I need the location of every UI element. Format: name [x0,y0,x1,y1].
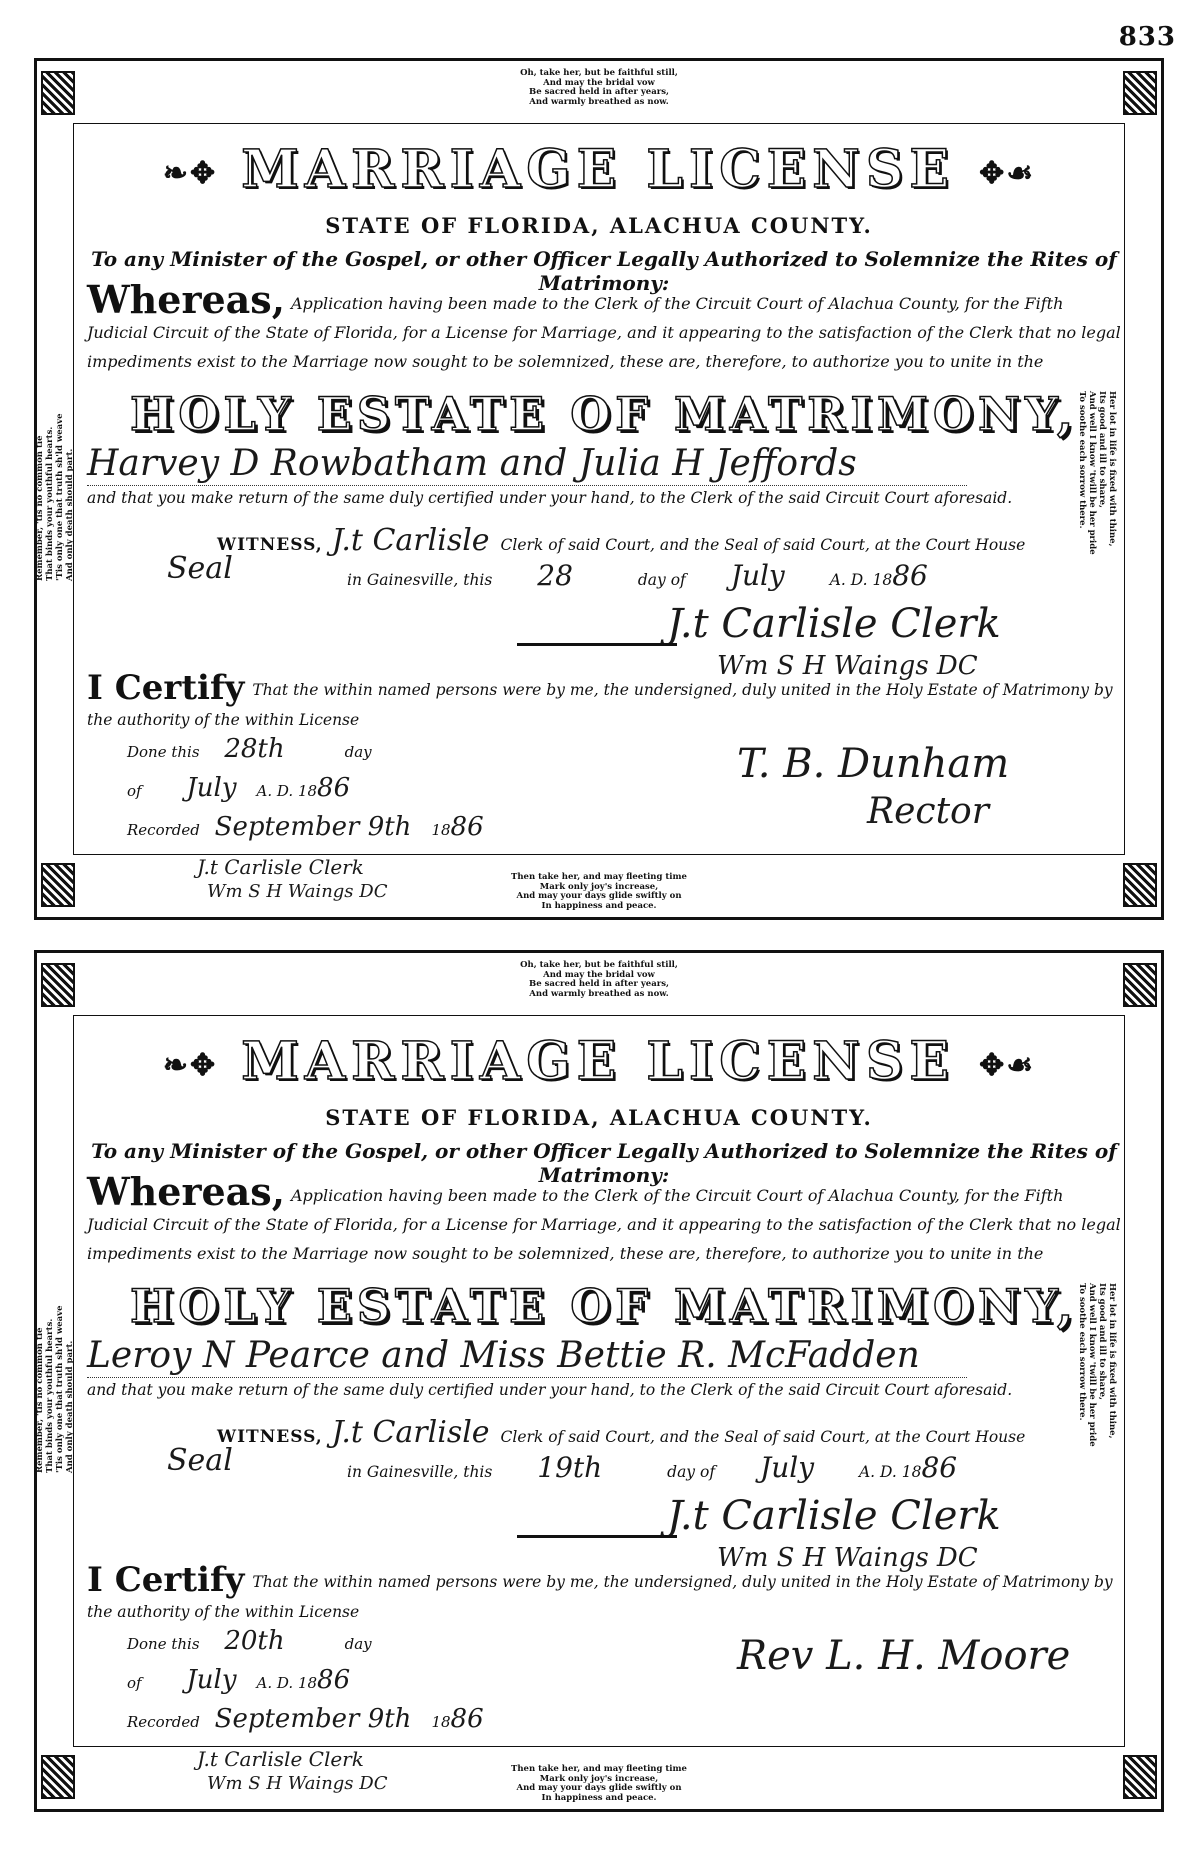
deputy-signature: Wm S H Waings DC [717,1543,978,1573]
verse-top: Oh, take her, but be faithful still, And may the bridal vow Be sacred held in after years, And warmly breathed as now. [520,960,678,999]
couple-names: Harvey D Rowbatham and Julia H Jeffords [87,443,967,486]
clerk-signature: J.t Carlisle Clerk [667,601,1001,647]
witness-line: WITNESS, J.t Carlisle Clerk of said Court, and the Seal of said Court, at the Court House [217,523,1026,558]
verse-top: Oh, take her, but be faithful still, And may the bridal vow Be sacred held in after years, And warmly breathed as now. [520,68,678,107]
return-text: and that you make return of the same duly certified under your hand, to the Clerk of the said Circuit Court aforesaid. [87,489,1013,507]
side-verse-right: Her lot in life is fixed with thine, Its good and ill to share, And well I know 'twill be her pride To soothe each sorrow there. [1077,1283,1118,1447]
recorded-signature: J.t Carlisle Clerk [197,855,364,879]
witness-line: WITNESS, J.t Carlisle Clerk of said Court, and the Seal of said Court, at the Court House [217,1415,1026,1450]
couple-names: Leroy N Pearce and Miss Bettie R. McFadden [87,1335,967,1378]
county-heading: STATE OF FLORIDA, ALACHUA COUNTY. [325,1105,873,1130]
done-block: Done this 20th day of July A. D. 1886 Recorded September 9th 1886 [127,1626,484,1734]
whereas-paragraph: Whereas, Application having been made to the Clerk of the Circuit Court of Alachua County, for the Fifth Judicial Circuit of the State of Florida, for a License for Marriage, and it appearing to the satisfaction of the Clerk that no legal impediments exist to the Marriage now sought to be solemnized, these are, therefore, to authorize you to unite in the [87,277,1121,371]
license-title: ❧✥ MARRIAGE LICENSE ✥☙ [162,1031,1036,1092]
address-line: To any Minister of the Gospel, or other Officer Legally Authorized to Solemnize the Rites of Matrimony: [91,1139,1117,1187]
deputy-signature: Wm S H Waings DC [717,651,978,681]
license-month: July [730,559,785,592]
flourish-icon: ✥☙ [979,1048,1036,1083]
whereas-paragraph: Whereas, Application having been made to the Clerk of the Circuit Court of Alachua County, for the Fifth Judicial Circuit of the State of Florida, for a License for Marriage, and it appearing to the satisfaction of the Clerk that no legal impediments exist to the Marriage now sought to be solemnized, these are, therefore, to authorize you to unite in the [87,1169,1121,1263]
license-month: July [760,1451,815,1484]
certify-paragraph: I Certify That the within named persons were by me, the undersigned, duly united in the Holy Estate of Matrimony by the authority of the within License [87,668,1113,729]
verse-bottom: Then take her, and may fleeting time Mark only joy's increase, And may your days glide swiftly on In happiness and peace. [511,872,687,911]
side-verse-left: Remember, 'tis no common tie That binds your youthful hearts. 'Tis only one that truth sh'ld weave And only death should part. [35,413,75,581]
return-text: and that you make return of the same duly certified under your hand, to the Clerk of the said Circuit Court aforesaid. [87,1381,1013,1399]
minister-signature: Rev L. H. Moore [737,1633,1071,1679]
marriage-license-1 [34,58,1164,920]
witness-signature: J.t Carlisle [331,1415,490,1450]
address-line: To any Minister of the Gospel, or other Officer Legally Authorized to Solemnize the Rites of Matrimony: [91,247,1117,295]
clerk-signature: J.t Carlisle Clerk [667,1493,1001,1539]
done-block: Done this 28th day of July A. D. 1886 Recorded September 9th 1886 [127,734,484,842]
recorded-signature: J.t Carlisle Clerk [197,1747,364,1771]
marriage-license-2 [34,950,1164,1812]
certify-paragraph: I Certify That the within named persons were by me, the undersigned, duly united in the Holy Estate of Matrimony by the authority of the within License [87,1560,1113,1621]
minister-title: Rector [867,791,989,832]
holy-estate-heading: HOLY ESTATE OF MATRIMONY, [129,387,1079,441]
license-day: 19th [537,1451,603,1484]
holy-estate-heading: HOLY ESTATE OF MATRIMONY, [129,1279,1079,1333]
divider [517,643,677,646]
side-verse-left: Remember, 'tis no common tie That binds your youthful hearts. 'Tis only one that truth sh'ld weave And only death should part. [35,1305,75,1473]
date-line: in Gainesville, this 19th day of July A. D. 1886 [347,1451,958,1484]
seal-mark: Seal [167,551,233,586]
flourish-icon: ❧✥ [162,156,218,191]
minister-signature: T. B. Dunham [737,741,1010,787]
side-verse-right: Her lot in life is fixed with thine, Its good and ill to share, And well I know 'twill be her pride To soothe each sorrow there. [1077,391,1118,555]
date-line: in Gainesville, this 28 day of July A. D. 1886 [347,559,928,592]
license-title: ❧✥ MARRIAGE LICENSE ✥☙ [162,139,1036,200]
witness-signature: J.t Carlisle [331,523,490,558]
divider [517,1535,677,1538]
verse-bottom: Then take her, and may fleeting time Mark only joy's increase, And may your days glide swiftly on In happiness and peace. [511,1764,687,1803]
county-heading: STATE OF FLORIDA, ALACHUA COUNTY. [325,213,873,238]
seal-mark: Seal [167,1443,233,1478]
recorded-deputy-signature: Wm S H Waings DC [207,881,388,902]
flourish-icon: ❧✥ [162,1048,218,1083]
recorded-deputy-signature: Wm S H Waings DC [207,1773,388,1794]
license-day: 28 [537,559,573,592]
license-year: 86 [921,1451,958,1484]
flourish-icon: ✥☙ [979,156,1036,191]
license-year: 86 [892,559,928,592]
page-number: 833 [1118,22,1176,52]
